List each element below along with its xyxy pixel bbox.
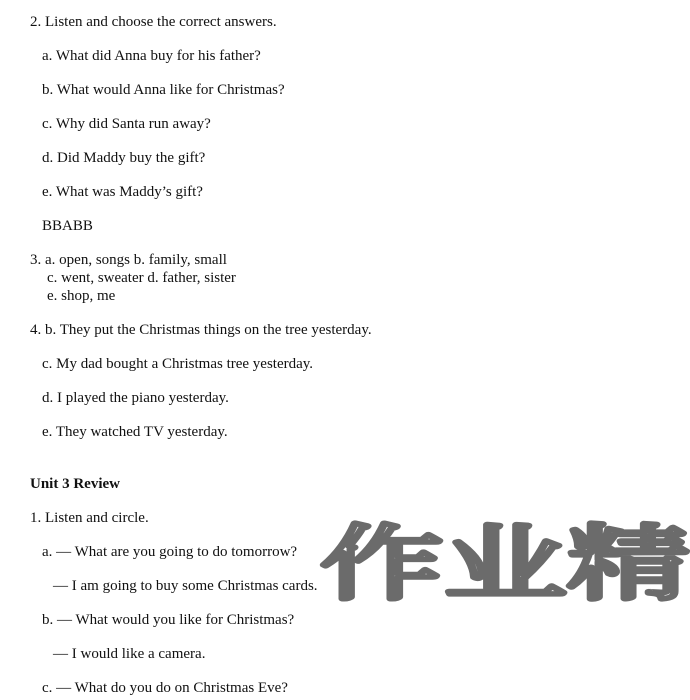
section-4-line-e: e. They watched TV yesterday. [42,424,228,440]
dialogue-a-question: a. — What are you going to do tomorrow? [42,544,298,560]
section-4-line-b: 4. b. They put the Christmas things on the tree yesterday. [30,322,372,338]
unit-3-item-1: 1. Listen and circle. [30,510,149,526]
dialogue-b-question: b. — What would you like for Christmas? [42,612,295,628]
dialogue-c-question: c. — What do you do on Christmas Eve? [42,680,288,696]
question-d: d. Did Maddy buy the gift? [42,150,206,166]
question-a: a. What did Anna buy for his father? [42,48,261,64]
section-2-answer: BBABB [42,218,93,234]
dialogue-a-answer: — I am going to buy some Christmas cards. [53,578,318,594]
section-4-line-d: d. I played the piano yesterday. [42,390,229,406]
dialogue-b-answer: — I would like a camera. [53,646,206,662]
unit-3-title: Unit 3 Review [30,476,120,492]
section-2-heading: 2. Listen and choose the correct answers. [30,14,277,30]
question-b: b. What would Anna like for Christmas? [42,82,285,98]
question-e: e. What was Maddy’s gift? [42,184,203,200]
section-3-line-1: 3. a. open, songs b. family, small [30,252,227,268]
section-4-line-c: c. My dad bought a Christmas tree yesterday. [42,356,314,372]
watermark-logo [310,510,690,610]
section-3-line-3: e. shop, me [47,288,116,304]
question-c: c. Why did Santa run away? [42,116,211,132]
section-3-line-2: c. went, sweater d. father, sister [47,270,236,286]
watermark-text: 作业精 [320,517,690,610]
